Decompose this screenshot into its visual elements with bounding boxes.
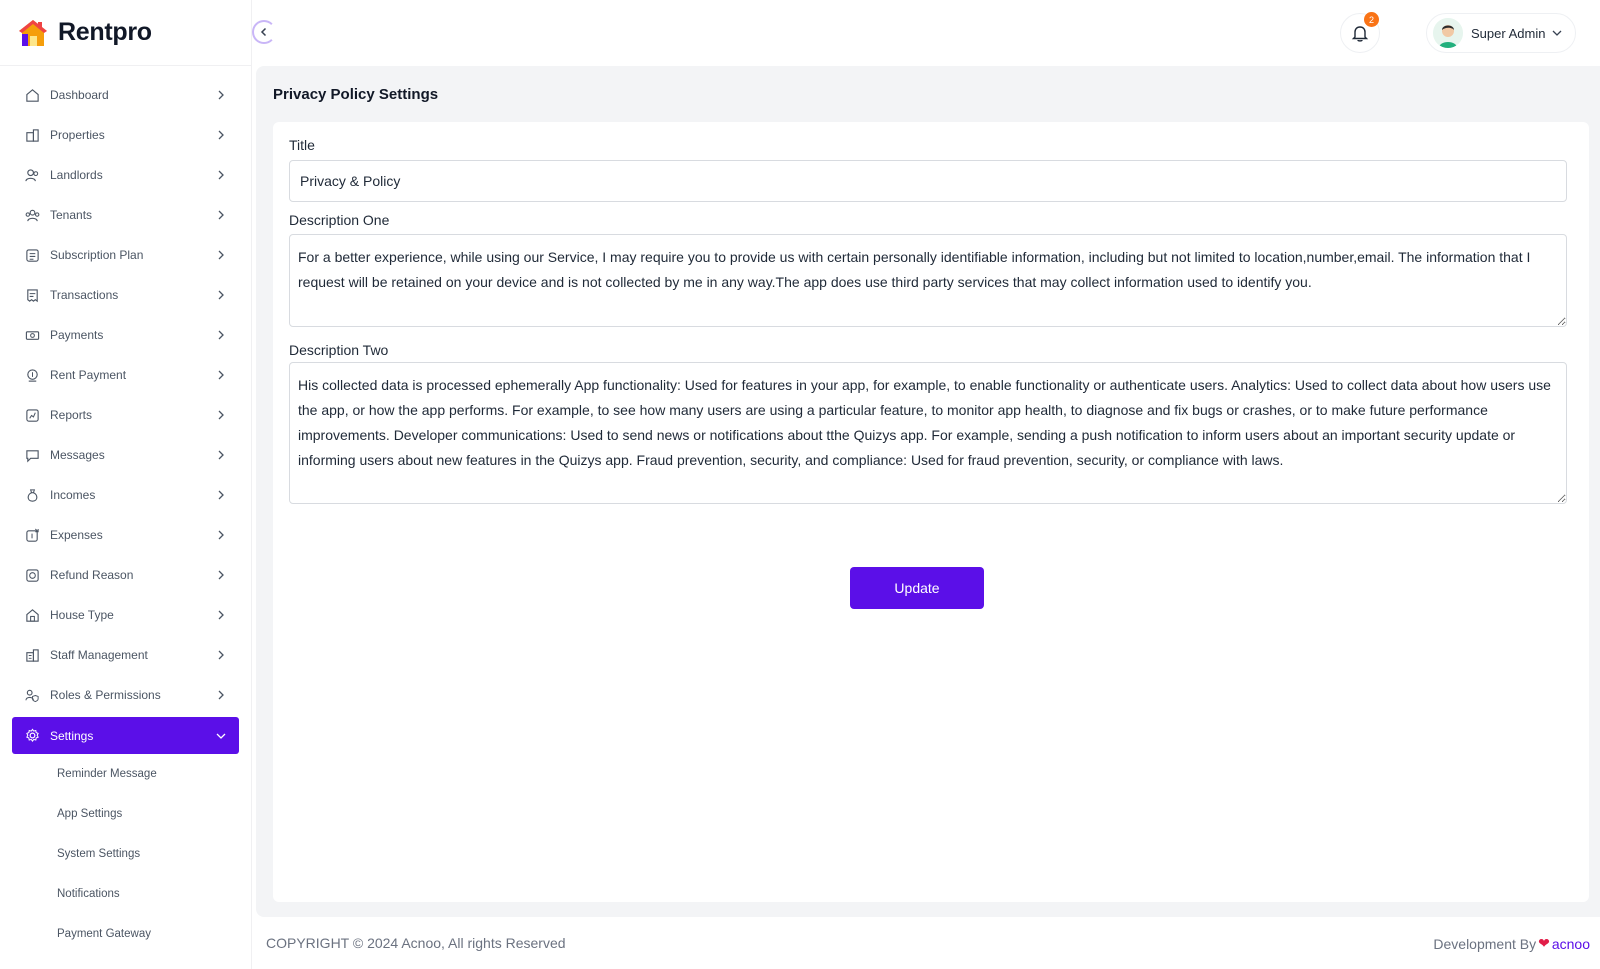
- house-icon: [24, 607, 40, 623]
- house-logo-icon: [16, 16, 50, 50]
- page-title: Privacy Policy Settings: [273, 86, 439, 103]
- sidebar-item-label: Settings: [50, 728, 94, 743]
- description-one-textarea[interactable]: [289, 234, 1567, 327]
- settings-sub-app-settings[interactable]: [0, 794, 251, 834]
- sidebar-item-messages[interactable]: [12, 435, 239, 475]
- sidebar-item-label: House Type: [50, 608, 114, 622]
- title-label: Title: [289, 137, 315, 153]
- heart-icon: ❤: [1538, 935, 1550, 951]
- sub-item-label: Notifications: [57, 888, 120, 900]
- chevron-right-icon: [215, 289, 227, 301]
- chevron-right-icon: [215, 409, 227, 421]
- user-menu[interactable]: [1426, 13, 1576, 53]
- sidebar-item-incomes[interactable]: [12, 475, 239, 515]
- chevron-right-icon: [215, 449, 227, 461]
- sub-item-label: App Settings: [57, 808, 123, 820]
- sidebar: [0, 0, 252, 969]
- main-content: [256, 66, 1600, 917]
- description-two-label: Description Two: [289, 342, 389, 358]
- chevron-right-icon: [215, 569, 227, 581]
- sidebar-item-properties[interactable]: [12, 115, 239, 155]
- money-icon: [24, 327, 40, 343]
- privacy-policy-form: [273, 122, 1589, 902]
- sidebar-collapse-button[interactable]: [252, 20, 276, 44]
- sidebar-item-reports[interactable]: [12, 395, 239, 435]
- refund-icon: [24, 567, 40, 583]
- receipt-icon: [24, 287, 40, 303]
- chevron-right-icon: [215, 89, 227, 101]
- staff-icon: [24, 647, 40, 663]
- sidebar-item-label: Roles & Permissions: [50, 688, 161, 702]
- sidebar-item-tenants[interactable]: [12, 195, 239, 235]
- developer-credit: [1433, 935, 1590, 952]
- users-icon: [24, 167, 40, 183]
- sidebar-item-landlords[interactable]: [12, 155, 239, 195]
- chevron-right-icon: [215, 129, 227, 141]
- topbar: [252, 0, 1600, 66]
- sidebar-item-label: Refund Reason: [50, 568, 134, 582]
- sub-item-label: System Settings: [57, 848, 141, 860]
- sidebar-item-label: Landlords: [50, 168, 103, 182]
- chevron-right-icon: [215, 489, 227, 501]
- chevron-right-icon: [215, 689, 227, 701]
- sidebar-item-label: Expenses: [50, 528, 103, 542]
- title-input[interactable]: [289, 160, 1567, 202]
- home-icon: [24, 87, 40, 103]
- bag-icon: [24, 487, 40, 503]
- sidebar-item-label: Incomes: [50, 488, 96, 502]
- sub-item-label: Reminder Message: [57, 768, 157, 780]
- settings-sub-reminder-message[interactable]: [0, 754, 251, 794]
- plan-icon: [24, 247, 40, 263]
- sidebar-item-label: Tenants: [50, 208, 93, 222]
- chevron-down-icon: [1551, 27, 1563, 39]
- chat-icon: [24, 447, 40, 463]
- brand[interactable]: [0, 0, 251, 66]
- chevron-left-icon: [259, 27, 269, 37]
- chevron-right-icon: [215, 649, 227, 661]
- group-icon: [24, 207, 40, 223]
- copyright-text: COPYRIGHT © 2024 Acnoo, All rights Reserved: [266, 935, 566, 951]
- sub-item-label: Payment Gateway: [57, 928, 151, 940]
- sidebar-item-label: Messages: [50, 448, 105, 462]
- developer-prefix: Development By: [1433, 935, 1537, 952]
- brand-name: Rentpro: [58, 18, 152, 46]
- sidebar-item-roles-permissions[interactable]: [12, 675, 239, 715]
- sidebar-item-label: Rent Payment: [50, 368, 127, 382]
- sidebar-item-rent-payment[interactable]: [12, 355, 239, 395]
- gear-icon: [24, 728, 40, 744]
- building-icon: [24, 127, 40, 143]
- sidebar-item-staff-management[interactable]: [12, 635, 239, 675]
- settings-sub-notifications[interactable]: [0, 874, 251, 914]
- sidebar-item-house-type[interactable]: [12, 595, 239, 635]
- developer-link[interactable]: acnoo: [1551, 935, 1590, 952]
- shield-icon: [24, 687, 40, 703]
- sidebar-item-label: Dashboard: [50, 88, 109, 102]
- sidebar-item-label: Reports: [50, 408, 93, 422]
- chevron-down-icon: [215, 730, 227, 742]
- sidebar-item-label: Staff Management: [50, 648, 148, 662]
- settings-sub-system-settings[interactable]: [0, 834, 251, 874]
- chevron-right-icon: [215, 369, 227, 381]
- expense-icon: [24, 527, 40, 543]
- sidebar-item-dashboard[interactable]: [12, 75, 239, 115]
- sidebar-item-subscription-plan[interactable]: [12, 235, 239, 275]
- sidebar-item-settings[interactable]: [12, 717, 239, 754]
- sidebar-item-refund-reason[interactable]: [12, 555, 239, 595]
- chevron-right-icon: [215, 609, 227, 621]
- chevron-right-icon: [215, 209, 227, 221]
- rent-icon: [24, 367, 40, 383]
- sidebar-item-label: Payments: [50, 328, 104, 342]
- avatar: [1433, 18, 1463, 48]
- description-two-textarea[interactable]: [289, 362, 1567, 504]
- chevron-right-icon: [215, 529, 227, 541]
- settings-sub-payment-gateway[interactable]: [0, 914, 251, 954]
- chevron-right-icon: [215, 249, 227, 261]
- sidebar-item-payments[interactable]: [12, 315, 239, 355]
- chevron-right-icon: [215, 169, 227, 181]
- sidebar-item-label: Transactions: [50, 288, 119, 302]
- notification-badge: 2: [1364, 12, 1379, 27]
- user-name: Super Admin: [1471, 25, 1546, 41]
- chevron-right-icon: [215, 329, 227, 341]
- sidebar-item-label: Properties: [50, 128, 105, 142]
- sidebar-item-transactions[interactable]: [12, 275, 239, 315]
- sidebar-nav: [0, 66, 251, 954]
- update-button[interactable]: Update: [850, 567, 984, 609]
- sidebar-item-label: Subscription Plan: [50, 248, 144, 262]
- description-one-label: Description One: [289, 212, 390, 228]
- chart-icon: [24, 407, 40, 423]
- sidebar-item-expenses[interactable]: [12, 515, 239, 555]
